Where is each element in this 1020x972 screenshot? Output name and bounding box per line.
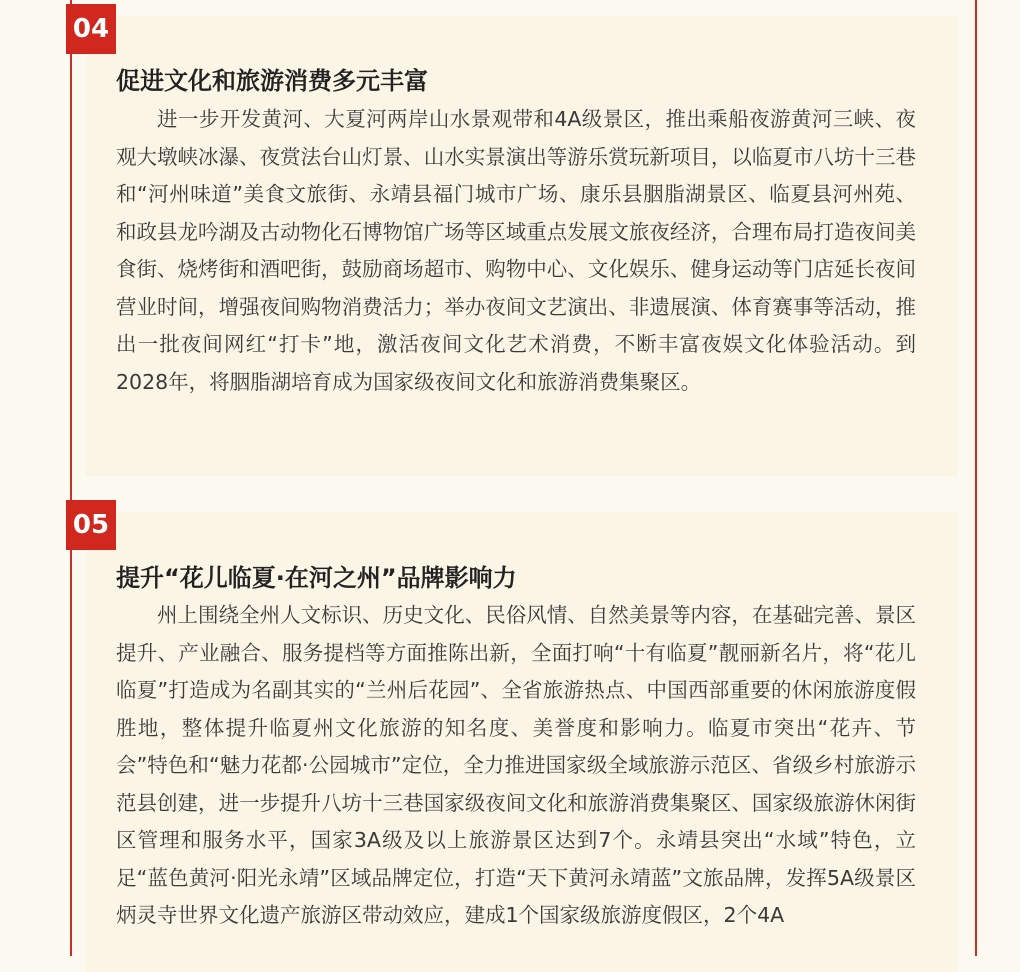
section-title-05: 提升“花儿临夏·在河之州”品牌影响力	[116, 564, 517, 592]
section-title-04: 促进文化和旅游消费多元丰富	[116, 67, 428, 95]
section-body-05: 州上围绕全州人文标识、历史文化、民俗风情、自然美景等内容，在基础完善、景区提升、产业融合、服务提档等方面推陈出新，全面打响“十有临夏”靓丽新名片，将“花儿临夏”打造成为名副其实的“兰州后花园”、全省旅游热点、中国西部重要的休闲旅游度假胜地，整体提升临夏州文化旅游的知名度、美誉度和影响力。临夏市突出“花卉、节会”特色和“魅力花都·公园城市”定位，全力推进国家级全域旅游示范区、省级乡村旅游示范县创建，进一步提升八坊十三巷国家级夜间文化和旅游消费集聚区、国家级旅游休闲街区管理和服务水平，国家3A级及以上旅游景区达到7个。永靖县突出“水域”特色，立足“蓝色黄河·阳光永靖”区域品牌定位，打造“天下黄河永靖蓝”文旅品牌，发挥5A级景区炳灵寺世界文化遗产旅游区带动效应，建成1个国家级旅游度假区，2个4A	[116, 603, 916, 927]
section-body-04: 进一步开发黄河、大夏河两岸山水景观带和4A级景区，推出乘船夜游黄河三峡、夜观大墩峡冰瀑、夜赏法台山灯景、山水实景演出等游乐赏玩新项目，以临夏市八坊十三巷和“河州味道”美食文旅街、永靖县福门城市广场、康乐县胭脂湖景区、临夏县河州苑、和政县龙吟湖及古动物化石博物馆广场等区域重点发展文旅夜经济，合理布局打造夜间美食街、烧烤街和酒吧街，鼓励商场超市、购物中心、文化娱乐、健身运动等门店延长夜间营业时间，增强夜间购物消费活力；举办夜间文艺演出、非遗展演、体育赛事等活动，推出一批夜间网红“打卡”地，激活夜间文化艺术消费，不断丰富夜娱文化体验活动。到2028年，将胭脂湖培育成为国家级夜间文化和旅游消费集聚区。	[116, 107, 916, 394]
timeline-left-line	[70, 0, 72, 956]
section-number-badge-05: 05	[66, 500, 116, 550]
timeline-right-line	[975, 0, 977, 956]
section-number-badge-04: 04	[66, 4, 116, 54]
